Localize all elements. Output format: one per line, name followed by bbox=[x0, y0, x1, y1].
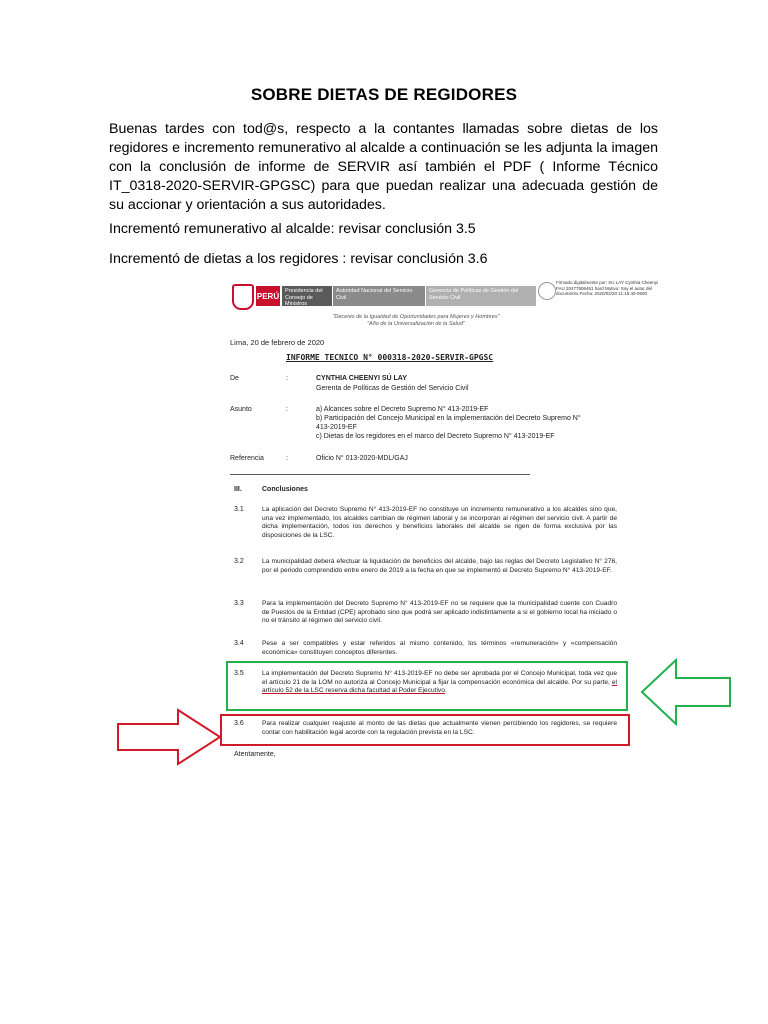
highlight-box-green bbox=[226, 661, 628, 711]
conclusion-text: La implementación del Decreto Supremo N° 413-2019-EF no debe ser aprobada por el Concejo Municipal, toda vez que el artículo 21 de la LOM no autoriza al Concejo Municipal a fijar la compensación económica del alcalde. Por su parte, bbox=[262, 670, 617, 686]
conclusion-text: La aplicación del Decreto Supremo N° 413-2019-EF no constituye un incremento remunerativo a los alcaldes sino que, una vez implementado, los alcaldes cambian de régimen laboral y se incorporan al régimen del servicio civil. A partir de dicha implementación, todos los derechos y beneficios laborales del alcalde se rigen de forma exclusiva por las disposiciones de la LSC. bbox=[262, 506, 617, 539]
de-colon: : bbox=[286, 375, 288, 382]
report-date: Lima, 20 de febrero de 2020 bbox=[230, 338, 325, 347]
asunto-label: Asunto bbox=[230, 406, 252, 413]
motto-line-2: "Año de la Universalización de la Salud" bbox=[367, 321, 465, 327]
intro-paragraph: Buenas tardes con tod@s, respecto a la contantes llamadas sobre dietas de los regidores e incremento remunerativo al alcalde a continuación se les adjunta la imagen con la conclusión de informe de SERVIR así también el PDF ( Informe Técnico IT_0318-2020-SERVIR-GPGSC) para que puedan realizar una adecuada gestión de su accionar y orientación a sus autoridades. bbox=[109, 121, 658, 213]
closing: Atentamente, bbox=[234, 751, 276, 758]
conclusion-text: Pese a ser compatibles y estar referidos al mismo contenido, los términos «remuneración» y «compensación económica» constituyen conceptos diferentes. bbox=[262, 640, 617, 656]
peru-logo: PERÚ bbox=[256, 286, 280, 306]
conclusion-text: Para realizar cualquier reajuste al monto de las dietas que actualmente vienen percibiendo los regidores, se requiere contar con habilitación legal acorde con la regulación prevista en la LSC. bbox=[262, 720, 617, 736]
conclusion-number: 3.1 bbox=[234, 506, 244, 513]
report-title: INFORME TECNICO N° 000318-2020-SERVIR-GPGSC bbox=[286, 353, 494, 362]
page-title: SOBRE DIETAS DE REGIDORES bbox=[250, 85, 518, 104]
header-block-gerencia: Gerencia de Políticas de Gestión del Servicio Civil bbox=[426, 286, 536, 306]
conclusion-text: Para la implementación del Decreto Supremo N° 413-2019-EF no se requiere que la municipalidad cuente con Cuadro de Puestos de la Entidad (CPE) aprobado sino que podrá ser aplicado indistintamente a si el gobierno local ha iniciado o no el tránsito al régimen del servicio civil. bbox=[262, 600, 617, 625]
header-block-pcm: Presidencia del Consejo de Ministros bbox=[282, 286, 332, 306]
de-label: De bbox=[230, 375, 239, 382]
peru-shield-icon bbox=[232, 284, 254, 310]
asunto-c: c) Dietas de los regidores en el marco del Decreto Supremo N° 413-2019-EF bbox=[316, 433, 555, 440]
referencia-value: Oficio N° 013-2020-MDL/GAJ bbox=[316, 455, 408, 462]
section-title: Conclusiones bbox=[262, 486, 308, 493]
motto-line-1: "Decenio de la Igualdad de Oportunidades para Mujeres y Hombres" bbox=[332, 314, 500, 320]
note-regidores: Incrementó de dietas a los regidores : revisar conclusión 3.6 bbox=[109, 251, 488, 267]
conclusion-end: . bbox=[444, 687, 447, 695]
conclusion-number: 3.6 bbox=[234, 720, 244, 727]
section-number: III. bbox=[234, 486, 242, 493]
referencia-colon: : bbox=[286, 455, 288, 462]
signature-seal-icon bbox=[538, 282, 556, 300]
conclusion-number: 3.5 bbox=[234, 670, 244, 677]
de-name: CYNTHIA CHEENYI SÚ LAY bbox=[316, 375, 407, 382]
asunto-colon: : bbox=[286, 406, 288, 413]
de-role: Gerenta de Políticas de Gestión del Servicio Civil bbox=[316, 385, 469, 392]
conclusion-number: 3.4 bbox=[234, 640, 244, 647]
red-arrow-right-icon bbox=[116, 708, 222, 766]
highlight-box-red bbox=[220, 714, 630, 746]
note-alcalde: Incrementó remunerativo al alcalde: revisar conclusión 3.5 bbox=[109, 221, 476, 237]
embedded-report-image bbox=[226, 278, 666, 778]
conclusion-number: 3.2 bbox=[234, 558, 244, 565]
separator bbox=[230, 474, 530, 475]
conclusion-text: La municipalidad deberá efectuar la liquidación de beneficios del alcalde, bajo las reglas del Decreto Legislativo N° 276, por el periodo comprendido entre enero de 2019 a la fecha en que se implementó el Decreto Supremo N° 413-2019-EF. bbox=[262, 558, 617, 574]
green-arrow-left-icon bbox=[640, 658, 732, 726]
asunto-b: b) Participación del Concejo Municipal en la implementación del Decreto Supremo N° 413-2019-EF bbox=[316, 415, 581, 431]
asunto-a: a) Alcances sobre el Decreto Supremo N° 413-2019-EF bbox=[316, 406, 489, 413]
header-block-servir: Autoridad Nacional del Servicio Civil bbox=[333, 286, 425, 306]
motto bbox=[316, 314, 516, 328]
referencia-label: Referencia bbox=[230, 455, 264, 462]
highlighted-text: el artículo 52 de la LSC reserva dicha facultad al Poder Ejecutivo bbox=[262, 678, 617, 695]
digital-signature: Firmado digitalmente por: SU LAY Cynthia Cheenyi FAU 20477906461 hard Motivo: Soy el autor del documento Fecha: 2020/02/20 11:15:40-0500 bbox=[556, 280, 659, 296]
conclusion-number: 3.3 bbox=[234, 600, 244, 607]
